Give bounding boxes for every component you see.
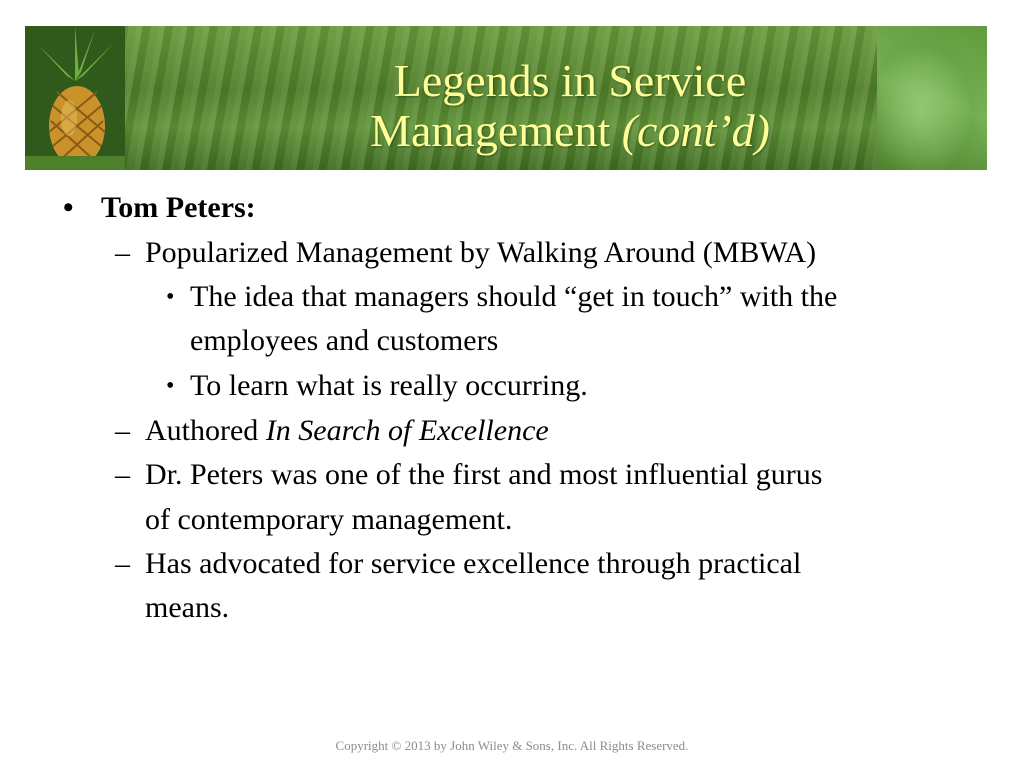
sub-item-gurus <box>115 453 823 497</box>
title-line-1: Legends in Service <box>393 55 747 106</box>
sub-item-text-cont: means. <box>145 591 230 624</box>
sub-bullet-marker: • <box>166 284 175 310</box>
title-line-2 <box>175 106 965 156</box>
sub-bullet-marker: • <box>166 373 175 399</box>
copyright-notice: Copyright © 2013 by John Wiley & Sons, Inc. All Rights Reserved. <box>335 738 689 753</box>
bullet-marker: • <box>63 191 74 224</box>
sub-item-advocated <box>115 542 802 586</box>
slide-title <box>175 56 965 156</box>
dash-marker: – <box>115 458 130 491</box>
dash-marker: – <box>115 236 130 269</box>
sub-item-text: Has advocated for service excellence through practical <box>145 547 802 580</box>
sub-item-gurus-cont <box>145 498 512 542</box>
sub-item-mbwa <box>115 231 817 275</box>
sub-sub-item-text-cont: employees and customers <box>190 324 499 357</box>
sub-sub-item-text: To learn what is really occurring. <box>190 369 588 402</box>
dash-marker: – <box>115 547 130 580</box>
sub-sub-item-get-in-touch <box>166 275 838 319</box>
bullet-text: Tom Peters: <box>101 191 256 224</box>
sub-sub-item-learn <box>166 364 588 408</box>
sub-item-text: Authored <box>145 414 266 447</box>
sub-item-text-cont: of contemporary management. <box>145 503 513 536</box>
sub-sub-item-text: The idea that managers should “get in touch” with the <box>190 280 838 313</box>
pineapple-image <box>25 26 125 170</box>
sub-item-text: Dr. Peters was one of the first and most influential gurus <box>145 458 823 491</box>
sub-sub-item-get-in-touch-cont <box>190 319 498 363</box>
sub-item-authored <box>115 409 549 453</box>
sub-item-advocated-cont <box>145 586 229 630</box>
sub-item-text: Popularized Management by Walking Around (MBWA) <box>145 236 817 269</box>
bullet-tom-peters <box>63 186 256 230</box>
title-line-2-main: Management <box>370 105 622 156</box>
book-title: In Search of Excellence <box>265 414 549 447</box>
title-banner <box>25 26 987 170</box>
title-line-2-italic: (cont’d) <box>621 105 770 156</box>
dash-marker: – <box>115 414 130 447</box>
